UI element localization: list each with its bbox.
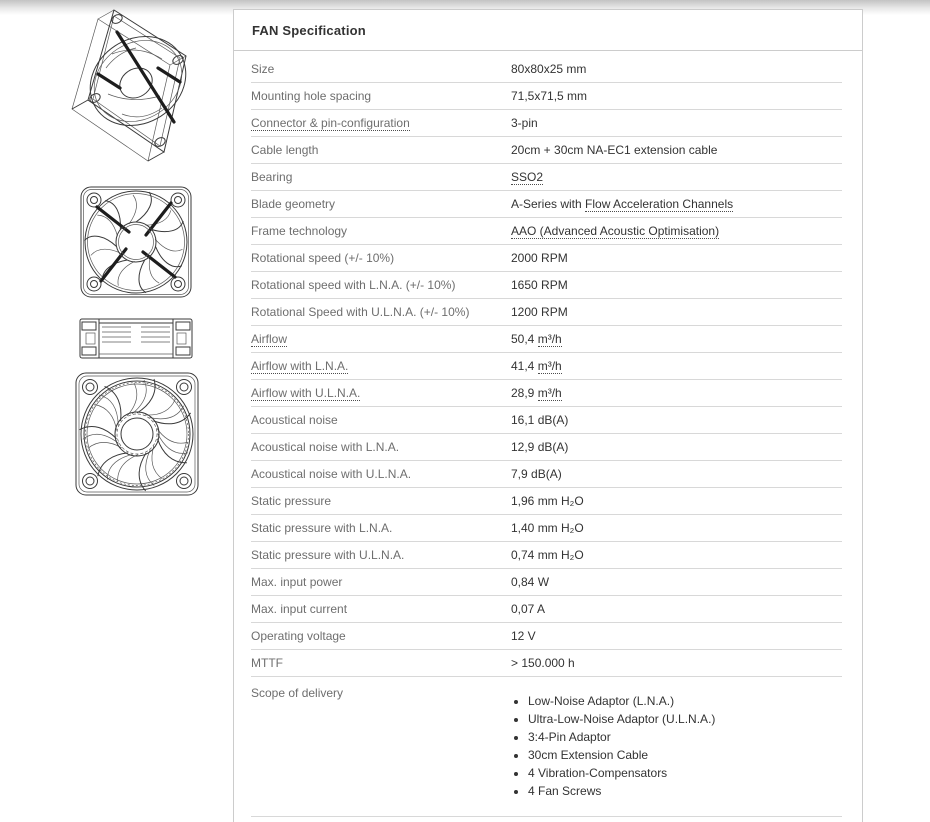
delivery-list	[511, 692, 715, 800]
spec-value	[511, 143, 717, 157]
spec-value	[511, 629, 536, 643]
spec-row	[251, 542, 842, 569]
tooltip-term[interactable]: Airflow with U.L.N.A.	[251, 386, 361, 400]
spec-value	[511, 575, 549, 589]
text: Rotational speed (+/- 10%)	[251, 251, 395, 265]
text: Acoustical noise with U.L.N.A.	[251, 467, 412, 481]
spec-label	[251, 143, 511, 157]
spec-label	[251, 251, 511, 265]
text: Static pressure with L.N.A.	[251, 521, 393, 535]
spec-label	[251, 548, 511, 562]
text: Rotational Speed with U.L.N.A. (+/- 10%)	[251, 305, 470, 319]
text: Acoustical noise	[251, 413, 338, 427]
spec-label	[251, 305, 511, 319]
spec-row	[251, 677, 842, 817]
spec-row	[251, 326, 842, 353]
tooltip-term[interactable]: m³/h	[537, 359, 562, 373]
spec-row	[251, 650, 842, 677]
text: Static pressure with U.L.N.A.	[251, 548, 405, 562]
spec-row	[251, 299, 842, 326]
text: 1,96 mm H₂O	[511, 494, 584, 508]
spec-label	[251, 278, 511, 292]
spec-label	[251, 494, 511, 508]
text: 20cm + 30cm NA-EC1 extension cable	[511, 143, 718, 157]
card-title: FAN Specification	[234, 10, 862, 51]
tooltip-term[interactable]: Connector & pin-configuration	[251, 116, 410, 130]
spec-row	[251, 434, 842, 461]
text: 2000 RPM	[511, 251, 568, 265]
spec-value	[511, 548, 584, 562]
spec-table	[234, 51, 862, 817]
text: 0,74 mm H₂O	[511, 548, 584, 562]
tooltip-term[interactable]: Flow Acceleration Channels	[585, 197, 734, 211]
spec-row	[251, 164, 842, 191]
spec-label	[251, 656, 511, 670]
spec-value	[511, 89, 587, 103]
spec-row	[251, 461, 842, 488]
fan-rear-icon	[74, 371, 200, 497]
spec-row	[251, 569, 842, 596]
text: Operating voltage	[251, 629, 346, 643]
text: 3-pin	[511, 116, 538, 130]
text: 41,4	[511, 359, 538, 373]
fan-front-drawing	[79, 185, 193, 299]
spec-row	[251, 488, 842, 515]
text: 1200 RPM	[511, 305, 568, 319]
tooltip-term[interactable]: AAO (Advanced Acoustic Optimisation)	[511, 224, 720, 238]
text: 0,84 W	[511, 575, 550, 589]
spec-label	[251, 575, 511, 589]
text: Cable length	[251, 143, 319, 157]
text: 28,9	[511, 386, 538, 400]
spec-row	[251, 218, 842, 245]
spec-value	[511, 305, 568, 319]
text: 1,40 mm H₂O	[511, 521, 584, 535]
text: Scope of delivery	[251, 686, 344, 700]
spec-row	[251, 245, 842, 272]
tooltip-term[interactable]: Airflow with L.N.A.	[251, 359, 349, 373]
spec-label	[251, 521, 511, 535]
tooltip-term[interactable]: m³/h	[537, 386, 562, 400]
delivery-item: • Ultra-Low-Noise Adaptor (U.L.N.A.)	[528, 710, 715, 728]
spec-label	[251, 386, 511, 400]
text: Rotational speed with L.N.A. (+/- 10%)	[251, 278, 456, 292]
fan-isometric-icon	[62, 4, 209, 166]
spec-label	[251, 413, 511, 427]
spec-label	[251, 467, 511, 481]
text: 16,1 dB(A)	[511, 413, 569, 427]
spec-label	[251, 89, 511, 103]
text: > 150.000 h	[511, 656, 575, 670]
spec-value	[511, 440, 568, 454]
spec-value	[511, 521, 584, 535]
spec-label	[251, 629, 511, 643]
spec-row	[251, 272, 842, 299]
fan-isometric-drawing	[62, 4, 209, 166]
fan-side-drawing	[79, 316, 193, 362]
text: 1650 RPM	[511, 278, 568, 292]
spec-value	[511, 224, 719, 238]
spec-label	[251, 602, 511, 616]
spec-label	[251, 116, 511, 130]
delivery-item: • 30cm Extension Cable	[528, 746, 715, 764]
fan-side-icon	[79, 316, 193, 362]
spec-value	[511, 278, 568, 292]
spec-value	[511, 656, 575, 670]
spec-value	[511, 467, 562, 481]
text: 71,5x71,5 mm	[511, 89, 588, 103]
spec-value	[511, 413, 568, 427]
spec-value	[511, 197, 733, 211]
tooltip-term[interactable]: Airflow	[251, 332, 288, 346]
text: Blade geometry	[251, 197, 336, 211]
text: 7,9 dB(A)	[511, 467, 562, 481]
tooltip-term[interactable]: m³/h	[537, 332, 562, 346]
text: 50,4	[511, 332, 538, 346]
fan-specification-card	[233, 9, 863, 822]
spec-row	[251, 596, 842, 623]
text: Mounting hole spacing	[251, 89, 372, 103]
spec-row	[251, 110, 842, 137]
fan-front-icon	[79, 185, 193, 299]
delivery-item: • 4 Fan Screws	[528, 782, 715, 800]
spec-value	[511, 359, 562, 373]
delivery-item: • 3:4-Pin Adaptor	[528, 728, 715, 746]
spec-label	[251, 62, 511, 76]
spec-label	[251, 197, 511, 211]
tooltip-term[interactable]: SSO2	[511, 170, 544, 184]
text: Max. input power	[251, 575, 343, 589]
spec-value	[511, 170, 543, 184]
spec-row	[251, 407, 842, 434]
text: Size	[251, 62, 275, 76]
delivery-item: • Low-Noise Adaptor (L.N.A.)	[528, 692, 715, 710]
spec-value	[511, 62, 586, 76]
spec-value	[511, 494, 584, 508]
text: MTTF	[251, 656, 283, 670]
text: Static pressure	[251, 494, 332, 508]
spec-value	[511, 332, 562, 346]
text: A-Series with	[511, 197, 586, 211]
spec-value	[511, 251, 568, 265]
spec-row	[251, 56, 842, 83]
text: Max. input current	[251, 602, 348, 616]
spec-label	[251, 332, 511, 346]
text: 0,07 A	[511, 602, 546, 616]
spec-value	[511, 386, 562, 400]
text: Bearing	[251, 170, 293, 184]
text: Acoustical noise with L.N.A.	[251, 440, 400, 454]
spec-row	[251, 191, 842, 218]
spec-value	[511, 602, 545, 616]
spec-row	[251, 380, 842, 407]
spec-label	[251, 684, 511, 702]
spec-row	[251, 83, 842, 110]
spec-label	[251, 440, 511, 454]
text: 80x80x25 mm	[511, 62, 587, 76]
text: 12 V	[511, 629, 536, 643]
spec-value	[511, 684, 715, 800]
spec-label	[251, 359, 511, 373]
spec-value	[511, 116, 538, 130]
rear-struts	[97, 203, 175, 281]
spec-row	[251, 137, 842, 164]
spec-label	[251, 170, 511, 184]
spec-label	[251, 224, 511, 238]
spec-row	[251, 353, 842, 380]
spec-row	[251, 623, 842, 650]
fan-rear-drawing	[74, 371, 200, 497]
spec-row	[251, 515, 842, 542]
text: 12,9 dB(A)	[511, 440, 569, 454]
delivery-item: • 4 Vibration-Compensators	[528, 764, 715, 782]
text: Frame technology	[251, 224, 348, 238]
